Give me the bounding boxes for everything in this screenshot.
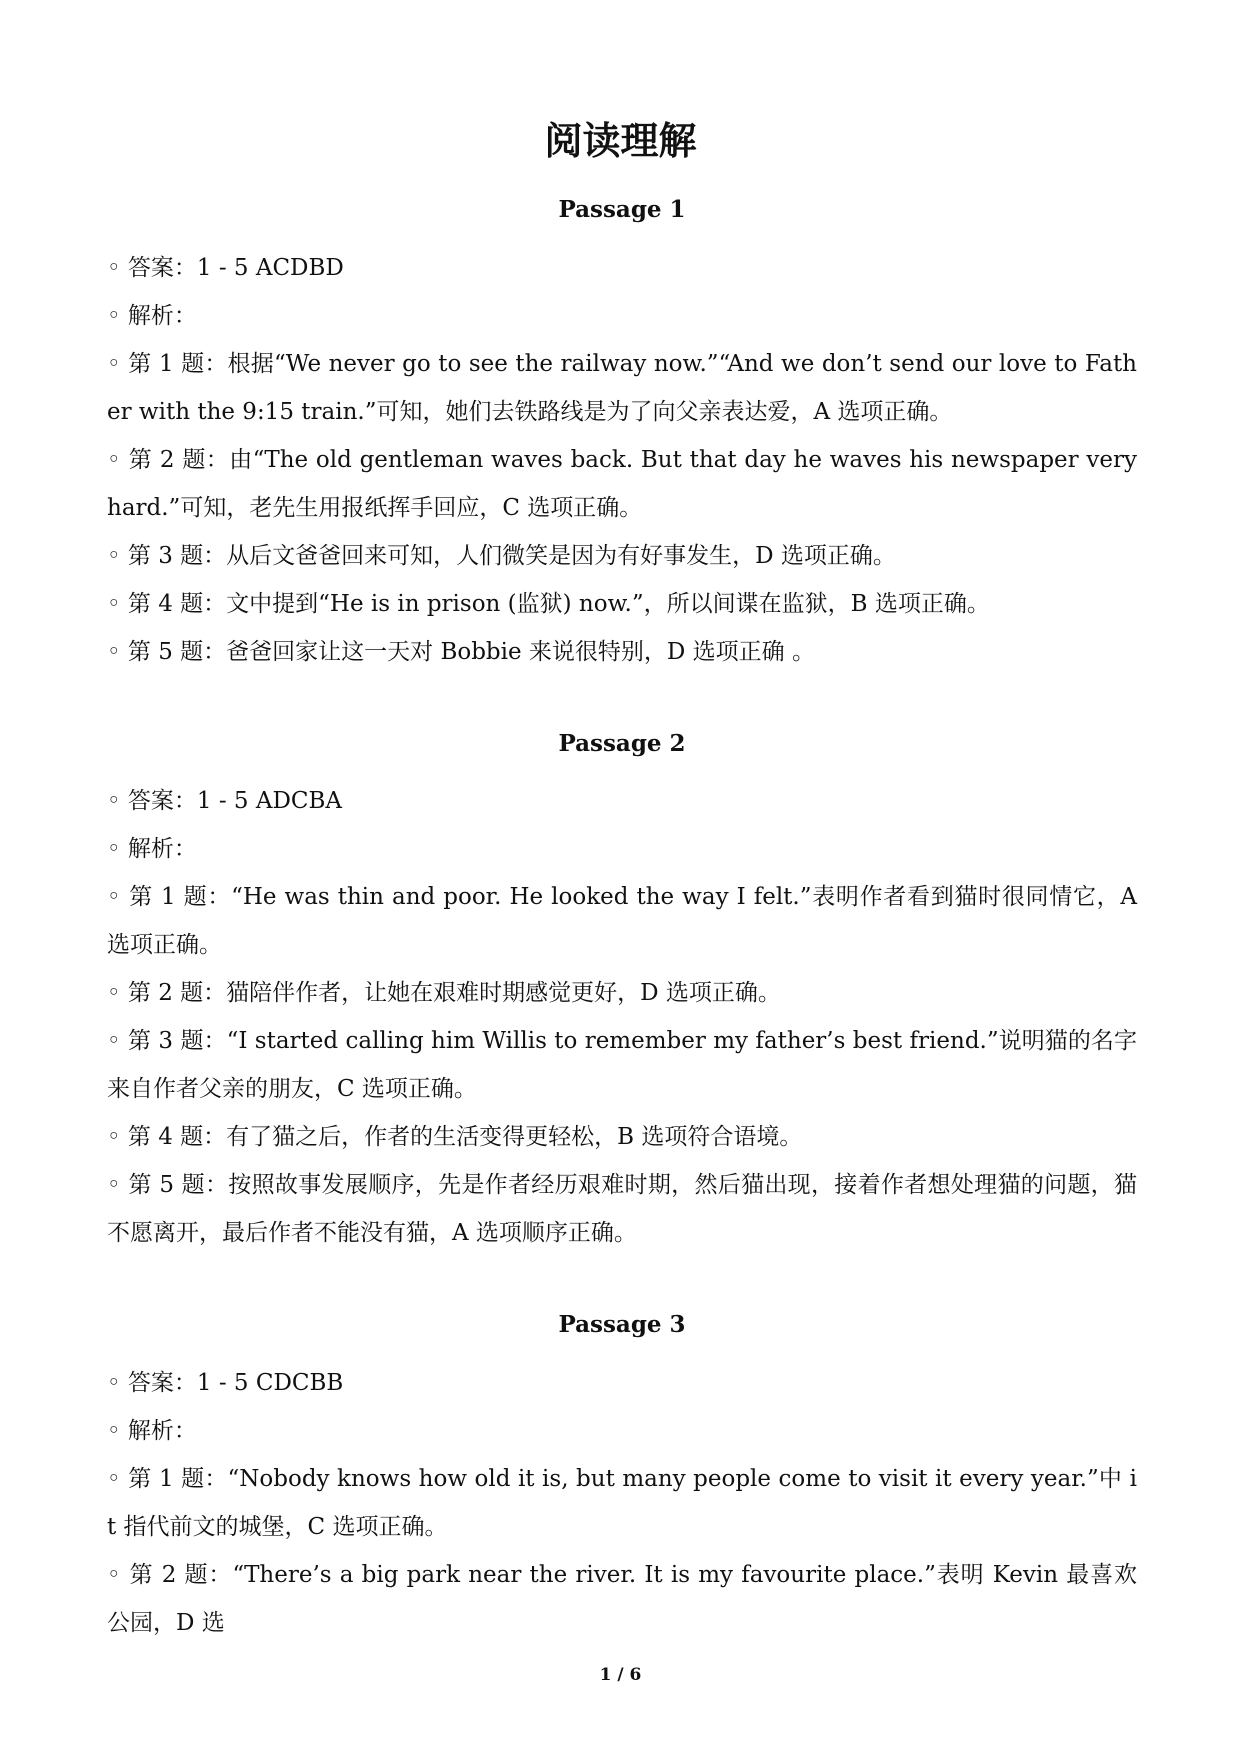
analysis-label: ◦ 解析： bbox=[107, 302, 197, 329]
question-explanation: ◦ 第 5 题：按照故事发展顺序，先是作者经历艰难时期，然后猫出现，接着作者想处理猫的问题，猫不愿离开，最后作者不能没有猫，A 选项顺序正确。 bbox=[107, 1172, 1137, 1247]
passage-1 bbox=[107, 196, 1137, 676]
analysis-label: ◦ 解析： bbox=[107, 1417, 197, 1444]
question-explanation: ◦ 第 3 题：“I started calling him Willis to remember my father’s best friend.”说明猫的名字来自作者父亲的朋友，C 选项正确。 bbox=[107, 1028, 1137, 1103]
answer-line: ◦ 答案：1 - 5 CDCBB bbox=[107, 1369, 344, 1396]
question-explanation: ◦ 第 5 题：爸爸回家让这一天对 Bobbie 来说很特别，D 选项正确 。 bbox=[107, 638, 815, 665]
question-explanation: ◦ 第 4 题：文中提到“He is in prison (监狱) now.”，所以间谍在监狱，B 选项正确。 bbox=[107, 590, 990, 617]
question-explanation: ◦ 第 1 题：“Nobody knows how old it is, but many people come to visit it every year.”中 it 指代前文的城堡，C 选项正确。 bbox=[107, 1465, 1137, 1540]
page-title: 阅读理解 bbox=[544, 118, 697, 163]
question-explanation: ◦ 第 2 题：“There’s a big park near the river. It is my favourite place.”表明 Kevin 最喜欢公园，D 选 bbox=[107, 1561, 1137, 1636]
passage-heading: Passage 2 bbox=[558, 729, 686, 757]
answer-line: ◦ 答案：1 - 5 ADCBA bbox=[107, 788, 343, 815]
answer-line: ◦ 答案：1 - 5 ACDBD bbox=[107, 254, 344, 281]
passage-3 bbox=[107, 1311, 1137, 1647]
passage-heading: Passage 1 bbox=[558, 196, 686, 223]
document-body bbox=[107, 196, 1137, 1647]
question-explanation: ◦ 第 2 题：由“The old gentleman waves back. But that day he waves his newspaper very hard.”可知，老先生用报纸挥手回应，C 选项正确。 bbox=[107, 446, 1137, 521]
question-explanation: ◦ 第 3 题：从后文爸爸回来可知，人们微笑是因为有好事发生，D 选项正确。 bbox=[107, 542, 896, 569]
analysis-label: ◦ 解析： bbox=[107, 836, 197, 863]
question-explanation: ◦ 第 4 题：有了猫之后，作者的生活变得更轻松，B 选项符合语境。 bbox=[107, 1124, 803, 1151]
question-explanation: ◦ 第 2 题：猫陪伴作者，让她在艰难时期感觉更好，D 选项正确。 bbox=[107, 980, 781, 1007]
page-number: 1 / 6 bbox=[599, 1665, 642, 1685]
question-explanation: ◦ 第 1 题：根据“We never go to see the railway now.”“And we don’t send our love to Father with the 9:15 train.”可知，她们去铁路线是为了向父亲表达爱，A 选项正确。 bbox=[107, 350, 1137, 425]
passage-2 bbox=[107, 730, 1137, 1258]
question-explanation: ◦ 第 1 题：“He was thin and poor. He looked the way I felt.”表明作者看到猫时很同情它，A 选项正确。 bbox=[107, 884, 1137, 959]
passage-heading: Passage 3 bbox=[558, 1311, 686, 1339]
